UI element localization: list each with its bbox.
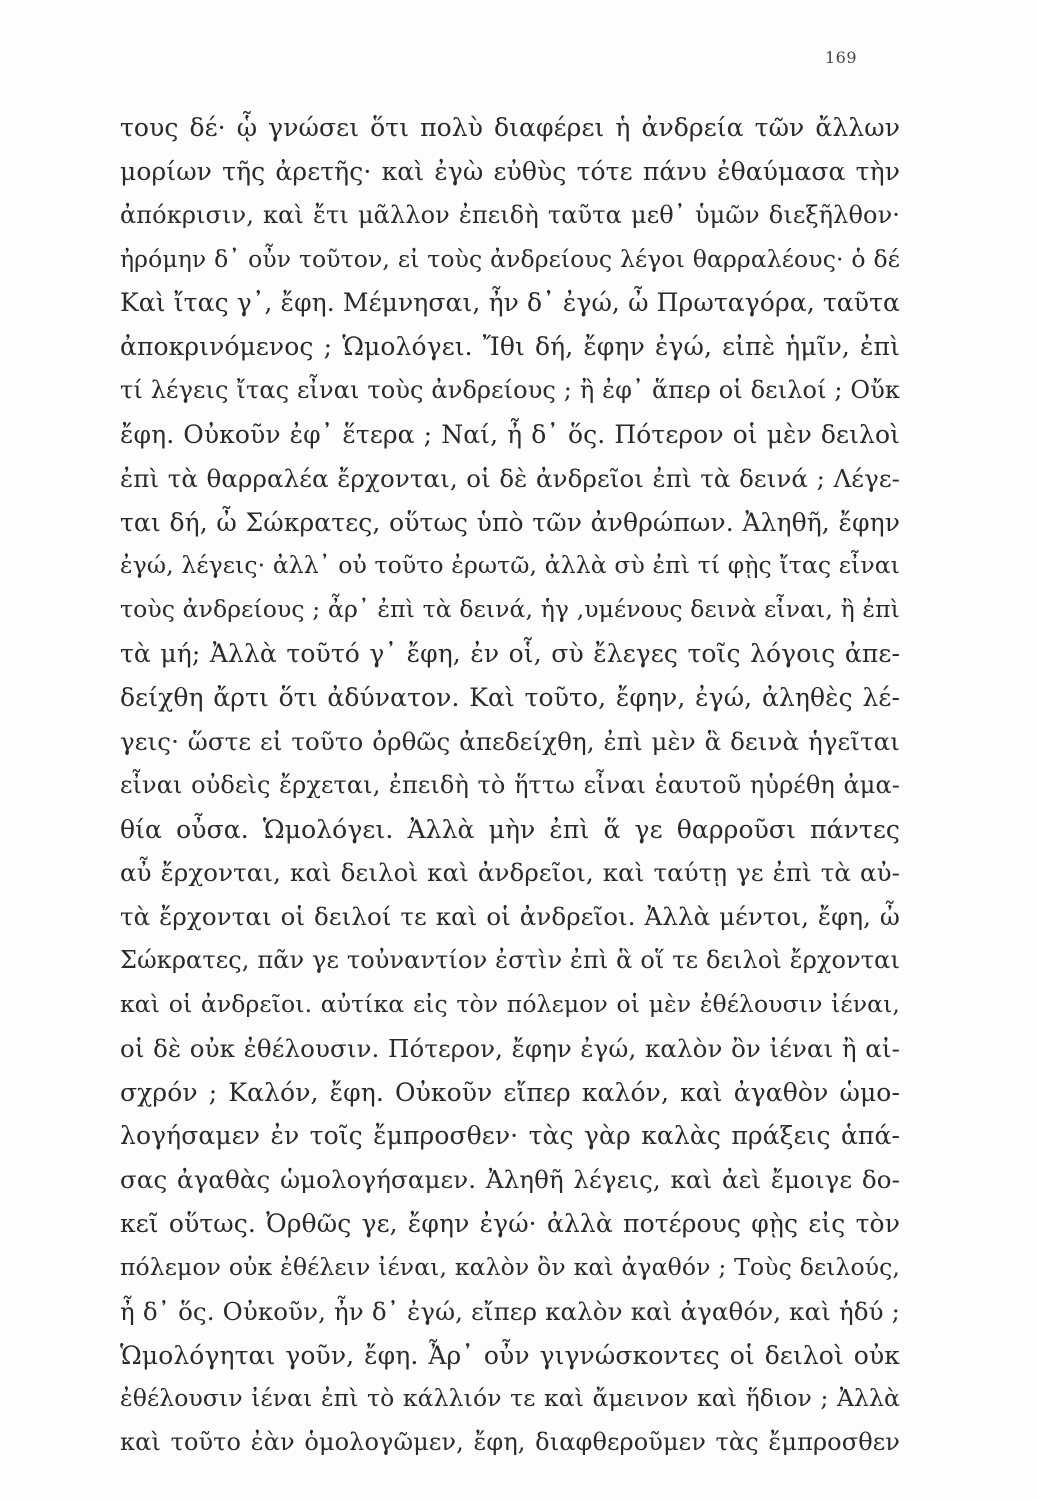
text-line: ται δή, ὦ Σώκρατες, οὕτως ὑπὸ τῶν ἀνθρώπων. Ἀληθῆ, ἔφην <box>120 507 900 537</box>
text-line: εἶναι οὐδεὶς ἔρχεται, ἐπειδὴ τὸ ἥττω εἶναι ἑαυτοῦ ηὑρέθη ἀμα- <box>120 770 900 799</box>
text-line: τὰ ἔρχονται οἱ δειλοί τε καὶ οἱ ἀνδρεῖοι. Ἀλλὰ μέντοι, ἔφη, ὦ <box>120 902 900 932</box>
greek-text-block <box>120 106 900 1465</box>
text-line: τους δέ· ᾧ γνώσει ὅτι πολὺ διαφέρει ἡ ἀνδρεία τῶν ἄλλων <box>120 113 900 142</box>
text-line: ἀποκρινόμενος ; Ὡμολόγει. Ἴθι δή, ἔφην ἐγώ, εἰπὲ ἡμῖν, ἐπὶ <box>120 332 900 362</box>
text-line: αὖ ἔρχονται, καὶ δειλοὶ καὶ ἀνδρεῖοι, καὶ ταύτῃ γε ἐπὶ τὰ αὐ- <box>120 858 900 888</box>
text-line: πόλεμον οὐκ ἐθέλειν ἰέναι, καλὸν ὂν καὶ ἀγαθόν ; Τοὺς δειλούς, <box>120 1252 900 1281</box>
text-line: καὶ οἱ ἀνδρεῖοι. αὐτίκα εἰς τὸν πόλεμον οἱ μὲν ἐθέλουσιν ἰέναι, <box>120 989 900 1018</box>
text-line: θία οὖσα. Ὡμολόγει. Ἀλλὰ μὴν ἐπὶ ἅ γε θαρροῦσι πάντες <box>120 814 900 844</box>
text-line: μορίων τῆς ἀρετῆς· καὶ ἐγὼ εὐθὺς τότε πάνυ ἐθαύμασα τὴν <box>120 156 900 186</box>
text-line: δείχθη ἄρτι ὅτι ἀδύνατον. Καὶ τοῦτο, ἔφην, ἐγώ, ἀληθὲς λέ- <box>120 682 900 712</box>
text-line: κεῖ οὕτως. Ὀρθῶς γε, ἔφην ἐγώ· ἀλλὰ ποτέρους φῂς εἰς τὸν <box>120 1209 900 1239</box>
text-line: ἔφη. Οὐκοῦν ἐφ᾽ ἕτερα ; Ναί, ἦ δ᾽ ὅς. Πότερον οἱ μὲν δειλοὶ <box>120 419 900 449</box>
text-line: Καὶ ἴτας γ᾽, ἔφη. Μέμνησαι, ἦν δ᾽ ἐγώ, ὦ Πρωταγόρα, ταῦτα <box>120 288 900 318</box>
text-line: ἦ δ᾽ ὅς. Οὐκοῦν, ἦν δ᾽ ἐγώ, εἴπερ καλὸν καὶ ἀγαθόν, καὶ ἡδύ ; <box>120 1296 900 1326</box>
page-number: 169 <box>824 48 857 67</box>
text-line: τοὺς ἀνδρείους ; ἆρ᾽ ἐπὶ τὰ δεινά, ἡγ ,υμένους δεινὰ εἶναι, ἢ ἐπὶ <box>120 595 900 624</box>
text-line: τί λέγεις ἴτας εἶναι τοὺς ἀνδρείους ; ἢ ἐφ᾽ ἅπερ οἱ δειλοί ; Οὔκ <box>120 376 900 405</box>
text-line: γεις· ὥστε εἰ τοῦτο ὀρθῶς ἀπεδείχθη, ἐπὶ μὲν ἃ δεινὰ ἡγεῖται <box>120 726 900 756</box>
text-line: καὶ τοῦτο ἐὰν ὁμολογῶμεν, ἔφη, διαφθεροῦμεν τὰς ἔμπροσθεν <box>120 1428 900 1457</box>
text-line: σας ἀγαθὰς ὡμολογήσαμεν. Ἀληθῆ λέγεις, καὶ ἀεὶ ἔμοιγε δο- <box>120 1165 900 1195</box>
text-line: ἠρόμην δ᾽ οὖν τοῦτον, εἰ τοὺς ἀνδρείους λέγοι θαρραλέους· ὁ δέ <box>120 244 900 273</box>
text-line: ἀπόκρισιν, καὶ ἔτι μᾶλλον ἐπειδὴ ταῦτα μεθ᾽ ὑμῶν διεξῆλθον· <box>120 200 900 229</box>
text-line: ἐγώ, λέγεις· ἀλλ᾽ οὐ τοῦτο ἐρωτῶ, ἀλλὰ σὺ ἐπὶ τί φῂς ἴτας εἶναι <box>120 551 900 580</box>
text-line: Ὡμολόγηται γοῦν, ἔφη. Ἆρ᾽ οὖν γιγνώσκοντες οἱ δειλοὶ οὐκ <box>120 1340 900 1370</box>
text-line: Σώκρατες, πᾶν γε τοὐναντίον ἐστὶν ἐπὶ ἃ οἵ τε δειλοὶ ἔρχονται <box>120 946 900 975</box>
text-line: οἱ δὲ οὐκ ἐθέλουσιν. Πότερον, ἔφην ἐγώ, καλὸν ὂν ἰέναι ἢ αἰ- <box>120 1033 900 1063</box>
text-line: λογήσαμεν ἐν τοῖς ἔμπροσθεν· τὰς γὰρ καλὰς πράξεις ἁπά- <box>120 1121 900 1151</box>
text-line: ἐπὶ τὰ θαρραλέα ἔρχονται, οἱ δὲ ἀνδρεῖοι ἐπὶ τὰ δεινά ; Λέγε- <box>120 463 900 493</box>
text-line: ἐθέλουσιν ἰέναι ἐπὶ τὸ κάλλιόν τε καὶ ἄμεινον καὶ ἥδιον ; Ἀλλὰ <box>120 1384 900 1413</box>
text-line: σχρόν ; Καλόν, ἔφη. Οὐκοῦν εἴπερ καλόν, καὶ ἀγαθὸν ὡμο- <box>120 1077 900 1107</box>
text-line: τὰ μή; Ἀλλὰ τοῦτό γ᾽ ἔφη, ἐν οἷ, σὺ ἔλεγες τοῖς λόγοις ἀπε- <box>120 639 900 669</box>
